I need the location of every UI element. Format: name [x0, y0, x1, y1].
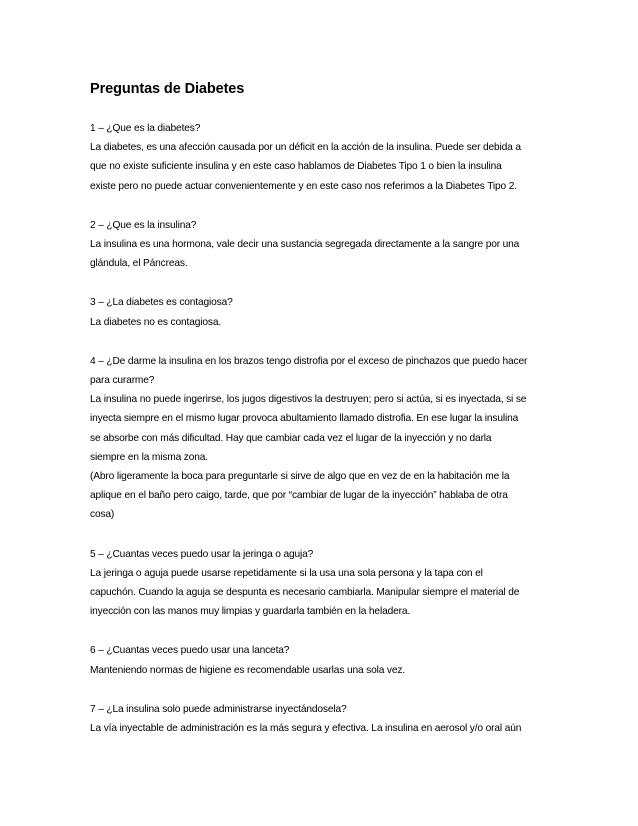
answer-line: La vía inyectable de administración es la más segura y efectiva. La insulina en aerosol y/o oral aún	[90, 723, 522, 735]
answer-line: La insulina es una hormona, vale decir una sustancia segregada directamente a la sangre por una	[90, 239, 520, 251]
question-text: 2 – ¿Que es la insulina?	[90, 219, 197, 231]
answer-line: que no existe suficiente insulina y en este caso hablamos de Diabetes Tipo 1 o bien la insulina	[90, 161, 502, 173]
answer-line: siempre en la misma zona.	[90, 451, 208, 463]
question-text: 5 – ¿Cuantas veces puedo usar la jeringa o aguja?	[90, 548, 314, 560]
answer-line: inyección con las manos muy limpias y guardarla también en la heladera.	[90, 606, 411, 618]
answer-line: La jeringa o aguja puede usarse repetidamente si la usa una sola persona y la tapa con el	[90, 567, 483, 579]
answer-line: Manteniendo normas de higiene es recomendable usarlas una sola vez.	[90, 664, 406, 676]
question-text: 1 – ¿Que es la diabetes?	[90, 123, 201, 134]
question-7	[90, 700, 560, 738]
question-text: 6 – ¿Cuantas veces puedo usar una lanceta?	[90, 645, 290, 657]
answer-line: La diabetes no es contagiosa.	[90, 316, 222, 328]
answer-line: La diabetes, es una afección causada por un déficit en la acción de la insulina. Puede ser debida a	[90, 142, 521, 154]
answer-line: cosa)	[90, 509, 115, 521]
answer-line: inyecta siempre en el mismo lugar provoca abultamiento llamado distrofia. En ese lugar la insulina	[90, 413, 519, 425]
page-title: Preguntas de Diabetes	[90, 81, 245, 97]
answer-line: La insulina no puede ingerirse, los jugos digestivos la destruyen; pero si actúa, si es inyectada, si se	[90, 394, 527, 406]
question-4	[90, 352, 560, 525]
answer-line: se absorbe con más dificultad. Hay que cambiar cada vez el lugar de la inyección y no darla	[90, 432, 492, 444]
question-6	[90, 641, 560, 679]
question-text: 7 – ¿La insulina solo puede administrarse inyectándosela?	[90, 703, 347, 715]
question-text: 3 – ¿La diabetes es contagiosa?	[90, 297, 233, 309]
document-body	[90, 79, 560, 758]
question-text: 4 – ¿De darme la insulina en los brazos tengo distrofia por el exceso de pinchazos que puedo hacer	[90, 355, 528, 367]
question-text: para curarme?	[90, 375, 155, 387]
question-1	[90, 119, 560, 196]
answer-line: capuchón. Cuando la aguja se despunta es necesario cambiarla. Manipular siempre el material de	[90, 587, 520, 599]
answer-line: (Abro ligeramente la boca para preguntarle si sirve de algo que en vez de en la habitación me la	[90, 471, 510, 483]
question-5	[90, 545, 560, 622]
question-3	[90, 293, 560, 331]
question-2	[90, 216, 560, 274]
answer-line: existe pero no puede actuar convenientemente y en este caso nos referimos a la Diabetes Tipo 2.	[90, 180, 517, 192]
answer-line: glándula, el Páncreas.	[90, 258, 188, 270]
answer-line: aplique en el baño pero caigo, tarde, que por “cambiar de lugar de la inyección” hablaba de otra	[90, 490, 508, 502]
